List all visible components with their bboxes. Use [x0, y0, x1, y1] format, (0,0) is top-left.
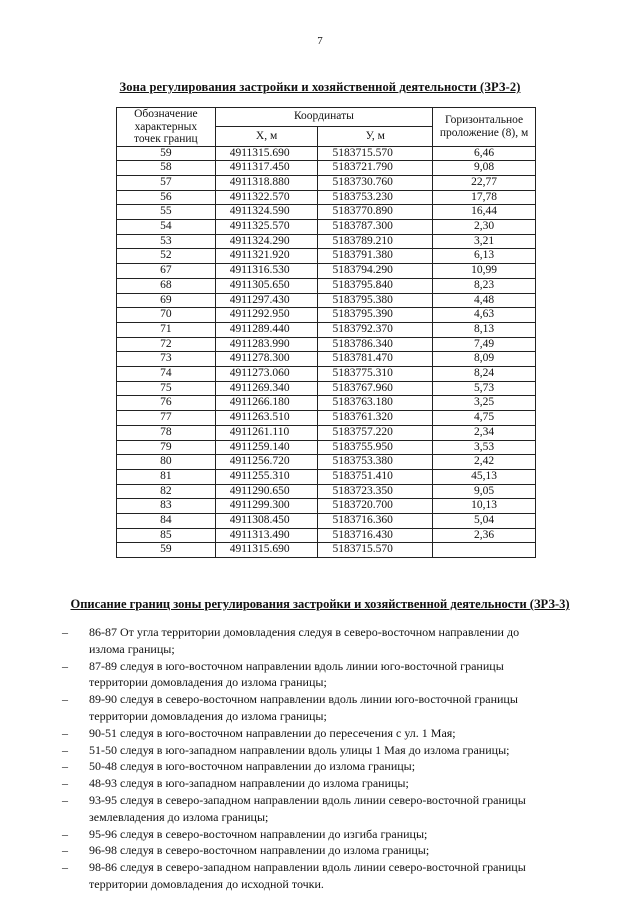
distance-cell: 10,99 [433, 264, 536, 279]
list-item-line: 95-96 следуя в северо-восточном направлении до изгиба границы; [89, 826, 428, 841]
table-row [117, 381, 536, 396]
table-row [117, 337, 536, 352]
distance-header-line: Горизонтальное [444, 114, 524, 127]
list-item [62, 792, 582, 826]
table-row [117, 322, 536, 337]
point-cell: 69 [117, 293, 216, 308]
x-cell: 4911259.140 [215, 440, 318, 455]
table-row [117, 455, 536, 470]
y-cell: 5183751.410 [318, 469, 433, 484]
y-cell: 5183795.380 [318, 293, 433, 308]
point-cell: 67 [117, 264, 216, 279]
coords-header: Координаты [215, 108, 432, 127]
table-row [117, 425, 536, 440]
point-cell: 73 [117, 352, 216, 367]
x-cell: 4911256.720 [215, 455, 318, 470]
list-item [62, 775, 582, 792]
x-cell: 4911324.290 [215, 234, 318, 249]
point-header-line: Обозначение [134, 108, 198, 120]
distance-cell: 7,49 [433, 337, 536, 352]
list-item-line: 90-51 следуя в юго-восточном направлении до пересечения с ул. 1 Мая; [89, 725, 456, 740]
y-cell: 5183786.340 [318, 337, 433, 352]
x-cell: 4911269.340 [215, 381, 318, 396]
point-cell: 84 [117, 514, 216, 529]
dash-bullet: – [62, 776, 68, 791]
list-item-line: 96-98 следуя в северо-восточном направлении до излома границы; [89, 843, 430, 858]
distance-cell: 2,34 [433, 425, 536, 440]
x-cell: 4911321.920 [215, 249, 318, 264]
list-item [62, 859, 582, 893]
distance-cell [433, 543, 536, 558]
distance-cell: 3,53 [433, 440, 536, 455]
x-cell: 4911290.650 [215, 484, 318, 499]
point-cell: 53 [117, 234, 216, 249]
point-cell: 83 [117, 499, 216, 514]
table-row [117, 293, 536, 308]
x-cell: 4911266.180 [215, 396, 318, 411]
coordinates-table [116, 107, 536, 558]
distance-cell: 5,04 [433, 514, 536, 529]
point-cell: 57 [117, 175, 216, 190]
x-cell: 4911318.880 [215, 175, 318, 190]
table-row [117, 484, 536, 499]
y-cell: 5183716.360 [318, 514, 433, 529]
list-item [62, 758, 582, 775]
table-row [117, 175, 536, 190]
point-cell: 71 [117, 322, 216, 337]
distance-cell: 8,09 [433, 352, 536, 367]
dash-bullet: – [62, 742, 68, 757]
y-cell: 5183723.350 [318, 484, 433, 499]
point-cell: 85 [117, 528, 216, 543]
x-cell: 4911273.060 [215, 367, 318, 382]
list-item [62, 691, 582, 725]
table-row [117, 249, 536, 264]
table-row [117, 411, 536, 426]
point-cell: 81 [117, 469, 216, 484]
dash-bullet: – [62, 692, 68, 707]
table-row [117, 234, 536, 249]
table-row [117, 146, 536, 161]
x-cell: 4911308.450 [215, 514, 318, 529]
point-header-line: точек границ [133, 133, 198, 145]
x-cell: 4911317.450 [215, 161, 318, 176]
distance-cell: 4,75 [433, 411, 536, 426]
y-cell: 5183757.220 [318, 425, 433, 440]
x-cell: 4911315.690 [215, 146, 318, 161]
y-cell: 5183761.320 [318, 411, 433, 426]
table-row [117, 528, 536, 543]
point-cell: 74 [117, 367, 216, 382]
distance-cell: 9,05 [433, 484, 536, 499]
distance-cell: 3,25 [433, 396, 536, 411]
distance-cell: 45,13 [433, 469, 536, 484]
list-item [62, 624, 582, 658]
y-cell: 5183720.700 [318, 499, 433, 514]
y-cell: 5183794.290 [318, 264, 433, 279]
dash-bullet: – [62, 658, 68, 673]
y-cell: 5183730.760 [318, 175, 433, 190]
point-cell: 82 [117, 484, 216, 499]
table-row [117, 440, 536, 455]
dash-bullet: – [62, 625, 68, 639]
list-item [62, 826, 582, 843]
page-number: 7 [317, 35, 323, 47]
distance-cell: 16,44 [433, 205, 536, 220]
x-header: X, м [215, 127, 318, 146]
point-cell: 68 [117, 278, 216, 293]
dash-bullet: – [62, 843, 68, 858]
y-cell: 5183753.230 [318, 190, 433, 205]
y-cell: 5183795.390 [318, 308, 433, 323]
y-cell: 5183715.570 [318, 543, 433, 558]
distance-cell: 22,77 [433, 175, 536, 190]
y-cell: 5183763.180 [318, 396, 433, 411]
list-item-line: 48-93 следуя в юго-западном направлении до излома границы; [89, 776, 409, 791]
y-cell: 5183721.790 [318, 161, 433, 176]
table-header-row [117, 108, 536, 127]
y-cell: 5183716.430 [318, 528, 433, 543]
table-row [117, 205, 536, 220]
point-header-line: характерных [134, 120, 198, 133]
list-item-line: землевладения до излома границы; [89, 809, 269, 824]
x-cell: 4911297.430 [215, 293, 318, 308]
distance-cell: 2,36 [433, 528, 536, 543]
y-cell: 5183792.370 [318, 322, 433, 337]
x-cell: 4911305.650 [215, 278, 318, 293]
point-cell: 72 [117, 337, 216, 352]
x-cell: 4911289.440 [215, 322, 318, 337]
y-header: У, м [318, 127, 433, 146]
list-item-line: 87-89 следуя в юго-восточном направлении вдоль линии юго-восточной границы [89, 658, 504, 673]
point-cell: 78 [117, 425, 216, 440]
point-cell: 59 [117, 146, 216, 161]
point-cell: 79 [117, 440, 216, 455]
point-cell: 75 [117, 381, 216, 396]
distance-cell: 4,48 [433, 293, 536, 308]
list-item [62, 742, 582, 759]
list-item-line: 89-90 следуя в северо-восточном направлении вдоль линии юго-восточной границы [89, 692, 518, 707]
y-cell: 5183791.380 [318, 249, 433, 264]
table-row [117, 367, 536, 382]
distance-cell: 5,73 [433, 381, 536, 396]
table-row [117, 396, 536, 411]
distance-cell: 3,21 [433, 234, 536, 249]
x-cell: 4911261.110 [215, 425, 318, 440]
point-cell: 58 [117, 161, 216, 176]
list-item [62, 842, 582, 859]
point-cell: 52 [117, 249, 216, 264]
list-item-line: территории домовладения до излома границы; [89, 675, 327, 690]
table-row [117, 499, 536, 514]
x-cell: 4911324.590 [215, 205, 318, 220]
x-cell: 4911292.950 [215, 308, 318, 323]
table-row [117, 514, 536, 529]
point-cell: 59 [117, 543, 216, 558]
x-cell: 4911315.690 [215, 543, 318, 558]
table-row [117, 543, 536, 558]
x-cell: 4911325.570 [215, 220, 318, 235]
distance-cell: 8,23 [433, 278, 536, 293]
distance-cell: 8,13 [433, 322, 536, 337]
distance-cell: 10,13 [433, 499, 536, 514]
list-item-line: территории домовладения до излома границы; [89, 708, 327, 723]
list-item-line: 93-95 следуя в северо-западном направлении вдоль линии северо-восточной границы [89, 792, 526, 807]
x-cell: 4911313.490 [215, 528, 318, 543]
x-cell: 4911322.570 [215, 190, 318, 205]
y-cell: 5183767.960 [318, 381, 433, 396]
distance-cell: 8,24 [433, 367, 536, 382]
list-item [62, 658, 582, 692]
point-cell: 54 [117, 220, 216, 235]
y-cell: 5183753.380 [318, 455, 433, 470]
list-item-line: 50-48 следуя в юго-восточном направлении до излома границы; [89, 759, 416, 774]
distance-header [433, 108, 536, 147]
y-cell: 5183770.890 [318, 205, 433, 220]
boundary-description-list [62, 624, 582, 893]
y-cell: 5183715.570 [318, 146, 433, 161]
x-cell: 4911299.300 [215, 499, 318, 514]
distance-cell: 6,46 [433, 146, 536, 161]
table-row [117, 469, 536, 484]
dash-bullet: – [62, 826, 68, 841]
table-row [117, 220, 536, 235]
point-header [117, 108, 216, 147]
point-cell: 55 [117, 205, 216, 220]
y-cell: 5183789.210 [318, 234, 433, 249]
dash-bullet: – [62, 759, 68, 774]
table-row [117, 161, 536, 176]
distance-cell: 2,30 [433, 220, 536, 235]
x-cell: 4911263.510 [215, 411, 318, 426]
distance-cell: 6,13 [433, 249, 536, 264]
table-row [117, 190, 536, 205]
distance-cell: 17,78 [433, 190, 536, 205]
point-cell: 76 [117, 396, 216, 411]
list-item-line: 51-50 следуя в юго-западном направлении вдоль улицы 1 Мая до излома границы; [89, 742, 510, 757]
distance-cell: 2,42 [433, 455, 536, 470]
y-cell: 5183775.310 [318, 367, 433, 382]
table-row [117, 264, 536, 279]
zone-title: Зона регулирования застройки и хозяйственной деятельности (ЗРЗ-2) [119, 80, 521, 94]
x-cell: 4911255.310 [215, 469, 318, 484]
dash-bullet: – [62, 792, 68, 807]
table-row [117, 352, 536, 367]
point-cell: 80 [117, 455, 216, 470]
point-cell: 77 [117, 411, 216, 426]
list-item-line: излома границы; [89, 641, 175, 656]
distance-cell: 4,63 [433, 308, 536, 323]
list-item-line: 98-86 следуя в северо-западном направлении вдоль линии северо-восточной границы [89, 860, 526, 875]
table-row [117, 278, 536, 293]
x-cell: 4911316.530 [215, 264, 318, 279]
y-cell: 5183755.950 [318, 440, 433, 455]
list-item-line: территории домовладения до исходной точки. [89, 876, 324, 891]
x-cell: 4911283.990 [215, 337, 318, 352]
dash-bullet: – [62, 725, 68, 740]
list-item-line: 86-87 От угла территории домовладения следуя в северо-восточном направлении до [89, 625, 520, 639]
distance-header-line: проложение (8), м [439, 126, 529, 139]
y-cell: 5183787.300 [318, 220, 433, 235]
point-cell: 70 [117, 308, 216, 323]
table-row [117, 308, 536, 323]
distance-cell: 9,08 [433, 161, 536, 176]
y-cell: 5183781.470 [318, 352, 433, 367]
list-item [62, 725, 582, 742]
y-cell: 5183795.840 [318, 278, 433, 293]
point-cell: 56 [117, 190, 216, 205]
x-cell: 4911278.300 [215, 352, 318, 367]
description-title: Описание границ зоны регулирования застройки и хозяйственной деятельности (ЗРЗ-3) [70, 597, 570, 611]
dash-bullet: – [62, 860, 68, 875]
